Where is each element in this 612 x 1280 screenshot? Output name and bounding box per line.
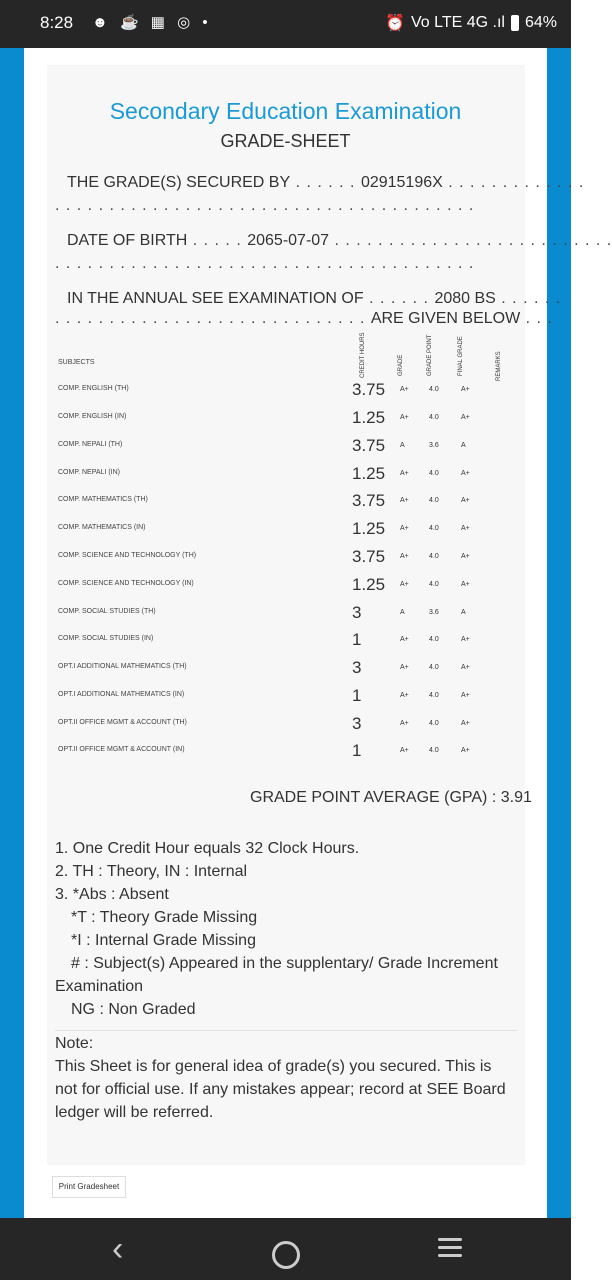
credit-hours: 1.25 (352, 464, 386, 483)
home-icon[interactable] (272, 1241, 300, 1269)
table-row (58, 741, 488, 761)
final-grade: A+ (461, 497, 470, 504)
subject-name: COMP. ENGLISH (IN) (58, 413, 127, 420)
given-below-line: . . . . . . . . . . . . . . . . . . . . . . . . . . . . . ARE GIVEN BELOW . . . (55, 310, 553, 327)
credit-hours: 1.25 (352, 519, 386, 538)
note-item: 3. *Abs : Absent (55, 886, 169, 903)
back-icon[interactable]: ‹ (112, 1230, 124, 1268)
note-item: *T : Theory Grade Missing (71, 909, 258, 926)
grade-point: 4.0 (429, 386, 439, 393)
final-grade-header: FINAL GRADE (458, 336, 464, 376)
credit-hours: 1.25 (352, 575, 386, 594)
table-row (58, 547, 488, 567)
dob-line: DATE OF BIRTH . . . . . 2065-07-07 . . . . . . . . . . . . . . . . . . . . . . . . . . (67, 232, 612, 249)
subject-name: COMP. SCIENCE AND TECHNOLOGY (TH) (58, 552, 197, 559)
table-row (58, 658, 488, 678)
credit-hours: 3 (352, 603, 362, 622)
gpa-summary: GRADE POINT AVERAGE (GPA) : 3.91 (250, 789, 532, 806)
credit-hours: 3.75 (352, 547, 386, 566)
table-row (58, 464, 488, 484)
subjects-header: SUBJECTS (58, 359, 95, 366)
credit-hours: 3.75 (352, 491, 386, 510)
grade: A+ (400, 525, 409, 532)
grade: A+ (400, 581, 409, 588)
subject-name: COMP. NEPALI (TH) (58, 441, 123, 448)
final-grade: A+ (461, 386, 470, 393)
grade-point: 4.0 (429, 720, 439, 727)
status-bar (0, 0, 571, 48)
credit-hours: 1.25 (352, 408, 386, 427)
exam-year: 2080 BS (434, 290, 496, 307)
page-subtitle: GRADE-SHEET (220, 131, 351, 151)
given-below: ARE GIVEN BELOW (370, 310, 521, 327)
battery-icon (511, 15, 519, 31)
subject-name: OPT.I ADDITIONAL MATHEMATICS (IN) (58, 691, 185, 698)
page-title: Secondary Education Examination (109, 98, 462, 124)
final-grade: A+ (461, 636, 470, 643)
grade-point: 4.0 (429, 553, 439, 560)
subject-name: COMP. MATHEMATICS (TH) (58, 496, 148, 503)
grade: A+ (400, 497, 409, 504)
table-row (58, 630, 488, 650)
credit-hours: 1 (352, 686, 362, 705)
secured-by-label: THE GRADE(S) SECURED BY (67, 174, 291, 191)
grade: A+ (400, 747, 409, 754)
grade-point: 3.6 (429, 442, 439, 449)
note-item: NG : Non Graded (71, 1001, 196, 1018)
grade: A+ (400, 664, 409, 671)
grade-point: 4.0 (429, 581, 439, 588)
table-row (58, 519, 488, 539)
credit-hours: 1 (352, 741, 362, 760)
table-row (58, 686, 488, 706)
print-gradesheet-button[interactable]: Print Gradesheet (52, 1176, 126, 1198)
grade-point: 4.0 (429, 664, 439, 671)
note-item: 1. One Credit Hour equals 32 Clock Hours. (55, 840, 360, 857)
table-row (58, 575, 488, 595)
credit-hours: 3.75 (352, 436, 386, 455)
final-grade: A+ (461, 470, 470, 477)
grade-point: 3.6 (429, 609, 439, 616)
grade-point: 4.0 (429, 414, 439, 421)
legend-notes (55, 837, 498, 1021)
disclaimer (55, 1032, 515, 1124)
final-grade: A+ (461, 747, 470, 754)
grade: A+ (400, 692, 409, 699)
divider (55, 1030, 517, 1031)
secured-by-line: THE GRADE(S) SECURED BY . . . . . . 02915196X . . . . . . . . . . . . . (67, 174, 585, 191)
battery-percent: 64% (524, 14, 557, 31)
note-item: *I : Internal Grade Missing (71, 932, 256, 949)
final-grade: A+ (461, 414, 470, 421)
credit-hours: 3 (352, 714, 362, 733)
table-row (58, 436, 488, 456)
table-row (58, 714, 488, 734)
recent-apps-icon[interactable] (438, 1238, 462, 1262)
grade-point-header: GRADE POINT (427, 334, 433, 376)
exam-line: IN THE ANNUAL SEE EXAMINATION OF . . . . . . 2080 BS . . . . . . (67, 290, 562, 307)
grade-point: 4.0 (429, 747, 439, 754)
note-text: This Sheet is for general idea of grade(s) you secured. This is not for official use. If any mistakes appear; record at SEE Board ledger will be referred. (55, 1058, 506, 1121)
symbol-number: 02915196X (360, 174, 443, 191)
grade-point: 4.0 (429, 525, 439, 532)
grade: A+ (400, 414, 409, 421)
note-heading: Note: (55, 1035, 94, 1052)
subject-name: OPT.I ADDITIONAL MATHEMATICS (TH) (58, 663, 187, 670)
final-grade: A+ (461, 525, 470, 532)
grade-point: 4.0 (429, 692, 439, 699)
final-grade: A+ (461, 720, 470, 727)
credit-hours: 3 (352, 658, 362, 677)
grade: A+ (400, 720, 409, 727)
subject-name: COMP. SCIENCE AND TECHNOLOGY (IN) (58, 580, 194, 587)
exam-label: IN THE ANNUAL SEE EXAMINATION OF (67, 290, 364, 307)
note-item: # : Subject(s) Appeared in the supplentary/ Grade Increment (71, 955, 498, 972)
subject-name: COMP. MATHEMATICS (IN) (58, 524, 146, 531)
grade-header: GRADE (398, 354, 404, 376)
note-item: 2. TH : Theory, IN : Internal (55, 863, 248, 880)
signal-indicator: Vo LTE 4G .ıl (411, 14, 505, 31)
final-grade: A+ (461, 553, 470, 560)
grade: A+ (400, 636, 409, 643)
dob-value: 2065-07-07 (247, 232, 330, 249)
subject-name: COMP. NEPALI (IN) (58, 469, 120, 476)
status-time: 8:28 (40, 13, 74, 32)
subject-name: OPT.II OFFICE MGMT & ACCOUNT (IN) (58, 746, 185, 753)
table-row (58, 603, 488, 623)
final-grade: A+ (461, 664, 470, 671)
grade-point: 4.0 (429, 636, 439, 643)
table-row (58, 491, 488, 511)
dotted-divider: . . . . . . . . . . . . . . . . . . . . . . . . . . . . . . . . . . . . . . . (55, 197, 475, 214)
final-grade: A+ (461, 581, 470, 588)
alarm-icon: ⏰ (385, 15, 405, 32)
grade: A (400, 442, 405, 449)
grade: A+ (400, 553, 409, 560)
note-item: Examination (55, 978, 144, 995)
navigation-bar (0, 1218, 571, 1280)
remarks-header: REMARKS (496, 351, 502, 381)
final-grade: A (461, 609, 466, 616)
final-grade: A (461, 442, 466, 449)
grade: A (400, 609, 405, 616)
status-right (385, 13, 557, 33)
credit-hours: 3.75 (352, 380, 386, 399)
grade: A+ (400, 470, 409, 477)
subject-name: COMP. ENGLISH (TH) (58, 385, 129, 392)
credit-hours: 1 (352, 630, 362, 649)
final-grade: A+ (461, 692, 470, 699)
table-row (58, 408, 488, 428)
subject-name: OPT.II OFFICE MGMT & ACCOUNT (TH) (58, 719, 187, 726)
subject-name: COMP. SOCIAL STUDIES (TH) (58, 608, 156, 615)
grade: A+ (400, 386, 409, 393)
notification-icons: ☻ ☕ ▦ ◎ • (92, 14, 212, 31)
dob-label: DATE OF BIRTH (67, 232, 188, 249)
credit-hours-header: CREDIT HOURS (360, 332, 366, 378)
grade-point: 4.0 (429, 497, 439, 504)
table-row (58, 380, 488, 400)
grade-point: 4.0 (429, 470, 439, 477)
subject-name: COMP. SOCIAL STUDIES (IN) (58, 635, 154, 642)
dotted-divider: . . . . . . . . . . . . . . . . . . . . . . . . . . . . . . . . . . . . . . . (55, 255, 475, 272)
